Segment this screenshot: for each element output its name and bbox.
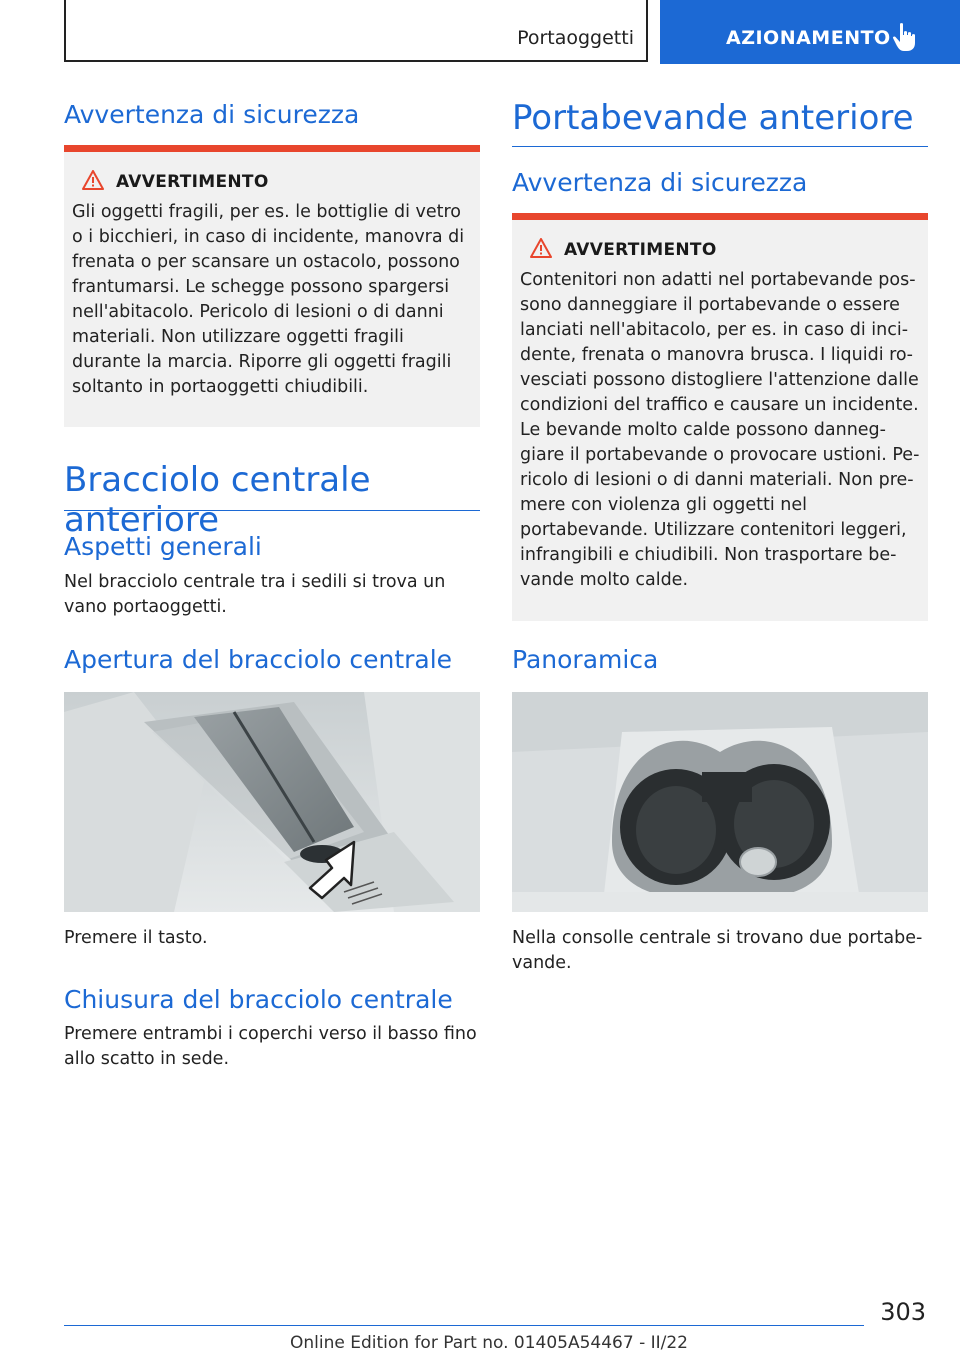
footer-edition: Online Edition for Part no. 01405A54467 - II/22 [289,1333,688,1353]
pointing-hand-icon [892,22,918,56]
open-caption: Premere il tasto. [64,928,208,948]
overview-caption: Nella consolle centrale si trovano due portabevande. [512,928,923,973]
header-section-title: Portaoggetti [517,27,634,49]
open-heading: Apertura del bracciolo centrale [64,645,453,674]
general-heading: Aspetti generali [64,532,262,561]
open-section [64,645,480,674]
warning-header [82,170,472,194]
general-text: Nel bracciolo centrale tra i sedili si trova un vano portaoggetti. [64,572,446,617]
overview-heading: Panoramica [512,645,659,674]
cupholder-illustration [512,692,928,912]
warning-triangle-icon [530,238,552,262]
warning-box [64,145,480,427]
armrest-illustration [64,692,480,912]
close-heading: Chiusura del bracciolo centrale [64,985,453,1014]
left-safety-heading-wrap [64,100,480,129]
warning-title: AVVERTIMENTO [564,240,717,260]
header-chapter-title: AZIONAMENTO [726,27,891,49]
header-section-box [64,0,648,62]
general-section [64,532,480,561]
right-safety-heading-wrap [512,168,928,197]
safety-heading: Avvertenza di sicurezza [64,100,360,129]
close-section [64,985,480,1014]
warning-title: AVVERTIMENTO [116,172,269,192]
main-heading-armrest: Bracciolo centrale anteriore [64,460,371,540]
overview-section [512,645,928,674]
safety-heading: Avvertenza di sicurezza [512,168,808,197]
warning-text: Contenitori non adatti nel portabevande possono danneggiare il portabevande o essere lanciati nell'abitacolo, per es. in caso di incidente, frenata o manovra brusca. I liquidi rovesciati possono distogliere l'attenzione dalle condizioni del traffico e causare un incidente. Le bevande molto calde possono danneggiare il portabevande o provocare ustioni. Pericolo di lesioni o di danni materiali. Non premere con violenza gli oggetti nel portabevande. Utilizzare contenitori leggeri, infrangibili e chiudibili. Non trasportare bevande molto calde. [520,270,920,590]
header-chapter-tab [660,0,960,64]
main-heading-wrap [64,460,480,540]
warning-triangle-icon [82,170,104,194]
warning-text: Gli oggetti fragili, per es. le bottiglie di vetro o i bicchieri, in caso di incidente, manovra di frenata o per scansare un ostacolo, possono frantumarsi. Le schegge possono spargersi nell'abitacolo. Pericolo di lesioni o di danni materiali. Non utilizzare oggetti fragili durante la marcia. Riporre gli oggetti fragili soltanto in portaoggetti chiudibili. [72,202,465,397]
close-text: Premere entrambi i coperchi verso il basso fino allo scatto in sede. [64,1024,477,1069]
cupholder-heading-wrap [512,98,928,147]
page-number: 303 [880,1298,926,1326]
main-heading-cupholder: Portabevande anteriore [512,98,914,138]
footer-rule [64,1325,864,1326]
warning-box [512,213,928,621]
warning-header [530,238,920,262]
